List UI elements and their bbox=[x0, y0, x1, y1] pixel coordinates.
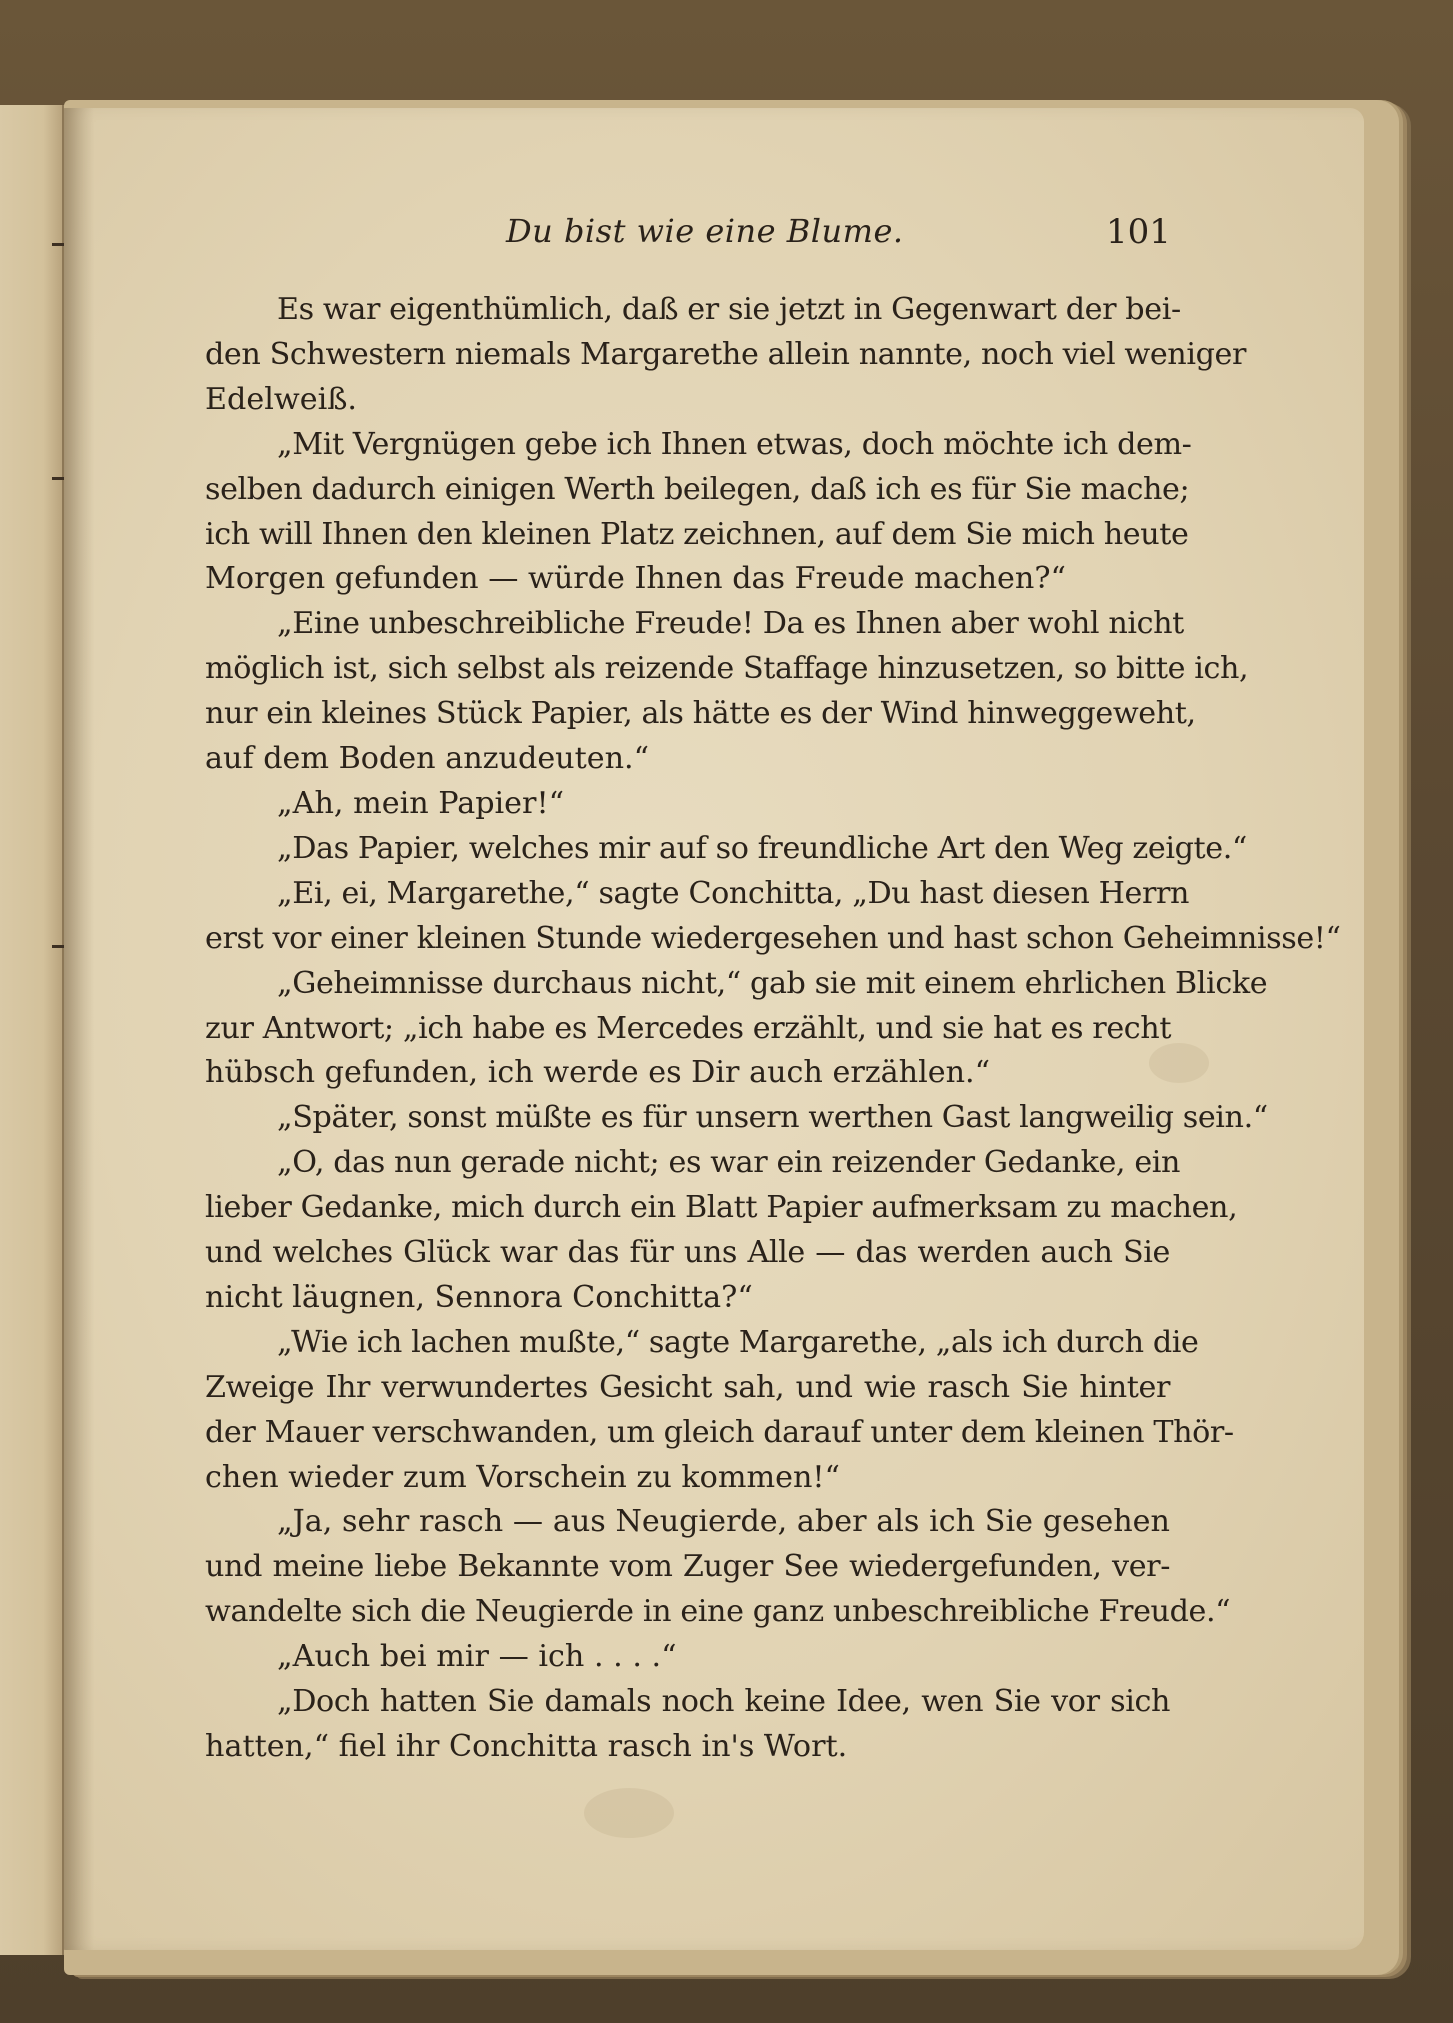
text-line: Edelweiß. bbox=[205, 381, 357, 417]
text-line: auf dem Boden anzudeuten.“ bbox=[205, 741, 650, 777]
text-line: „Ah, mein Papier!“ bbox=[277, 785, 565, 821]
text-line: „Später, sonst müßte es für unsern werthen Gast langweilig sein.“ bbox=[277, 1100, 1268, 1136]
paragraph bbox=[205, 1500, 1231, 1635]
text-line: Zweige Ihr verwundertes Gesicht sah, und wie rasch Sie hinter bbox=[205, 1369, 1170, 1405]
text-line: ich will Ihnen den kleinen Platz zeichnen, auf dem Sie mich heute bbox=[205, 516, 1189, 552]
page-number: 101 bbox=[1106, 212, 1171, 252]
text-line: „Ja, sehr rasch — aus Neugierde, aber als ich Sie gesehen bbox=[277, 1504, 1170, 1540]
text-line: Es war eigenthümlich, daß er sie jetzt in Gegenwart der bei- bbox=[277, 292, 1181, 327]
text-line: lieber Gedanke, mich durch ein Blatt Papier aufmerksam zu machen, bbox=[205, 1190, 1238, 1226]
text-line: „Auch bei mir — ich . . . .“ bbox=[277, 1639, 677, 1675]
running-title: Du bist wie eine Blume. bbox=[506, 212, 904, 250]
text-line: und meine liebe Bekannte vom Zuger See wiedergefunden, ver- bbox=[205, 1549, 1170, 1585]
text-line: nicht läugnen, Sennora Conchitta?“ bbox=[205, 1279, 753, 1315]
text-line: Morgen gefunden — würde Ihnen das Freude machen?“ bbox=[205, 561, 1066, 597]
paragraph bbox=[205, 1680, 1170, 1770]
paragraph bbox=[205, 1096, 1268, 1141]
text-line: „Das Papier, welches mir auf so freundliche Art den Weg zeigte.“ bbox=[277, 830, 1247, 866]
paragraph bbox=[205, 782, 1170, 827]
paragraph bbox=[205, 1321, 1234, 1501]
text-line: hübsch gefunden, ich werde es Dir auch erzählen.“ bbox=[205, 1055, 991, 1091]
paragraph bbox=[205, 1635, 1170, 1680]
paragraph bbox=[205, 1141, 1238, 1321]
body-text bbox=[205, 288, 1341, 1770]
text-line: der Mauer verschwanden, um gleich darauf unter dem kleinen Thör- bbox=[205, 1414, 1234, 1450]
text-line: „Geheimnisse durchaus nicht,“ gab sie mit einem ehrlichen Blicke bbox=[277, 965, 1268, 1001]
text-line: nur ein kleines Stück Papier, als hätte es der Wind hinweggeweht, bbox=[205, 696, 1196, 732]
text-line: „Ei, ei, Margarethe,“ sagte Conchitta, „Du hast diesen Herrn bbox=[277, 875, 1190, 911]
text-line: „Mit Vergnügen gebe ich Ihnen etwas, doch möchte ich dem- bbox=[277, 426, 1192, 462]
text-line: chen wieder zum Vorschein zu kommen!“ bbox=[205, 1459, 840, 1495]
text-line: erst vor einer kleinen Stunde wiedergesehen und hast schon Geheimnisse!“ bbox=[205, 920, 1341, 956]
text-line: wandelte sich die Neugierde in eine ganz unbeschreibliche Freude.“ bbox=[205, 1594, 1231, 1630]
text-line: den Schwestern niemals Margarethe allein nannte, noch viel weniger bbox=[205, 336, 1247, 372]
text-line: hatten,“ fiel ihr Conchitta rasch in's Wort. bbox=[205, 1729, 848, 1764]
paragraph bbox=[205, 602, 1249, 782]
paragraph bbox=[205, 962, 1268, 1097]
paragraph bbox=[205, 827, 1247, 872]
text-line: selben dadurch einigen Werth beilegen, daß ich es für Sie mache; bbox=[205, 471, 1190, 507]
text-line: möglich ist, sich selbst als reizende Staffage hinzusetzen, so bitte ich, bbox=[205, 651, 1249, 687]
text-line: „O, das nun gerade nicht; es war ein reizender Gedanke, ein bbox=[277, 1145, 1181, 1181]
text-line: „Doch hatten Sie damals noch keine Idee, wen Sie vor sich bbox=[277, 1684, 1170, 1720]
text-line: „Wie ich lachen mußte,“ sagte Margarethe, „als ich durch die bbox=[277, 1324, 1199, 1360]
running-header bbox=[0, 212, 1453, 262]
text-line: zur Antwort; „ich habe es Mercedes erzählt, und sie hat es recht bbox=[205, 1010, 1172, 1046]
paragraph bbox=[205, 288, 1247, 423]
left-page-edge bbox=[0, 105, 64, 1955]
paragraph bbox=[205, 423, 1192, 603]
paragraph bbox=[205, 872, 1341, 962]
paper-stain bbox=[584, 1788, 674, 1838]
gutter-shadow bbox=[64, 108, 94, 1950]
text-line: „Eine unbeschreibliche Freude! Da es Ihnen aber wohl nicht bbox=[277, 606, 1184, 642]
text-line: und welches Glück war das für uns Alle — das werden auch Sie bbox=[205, 1235, 1170, 1271]
